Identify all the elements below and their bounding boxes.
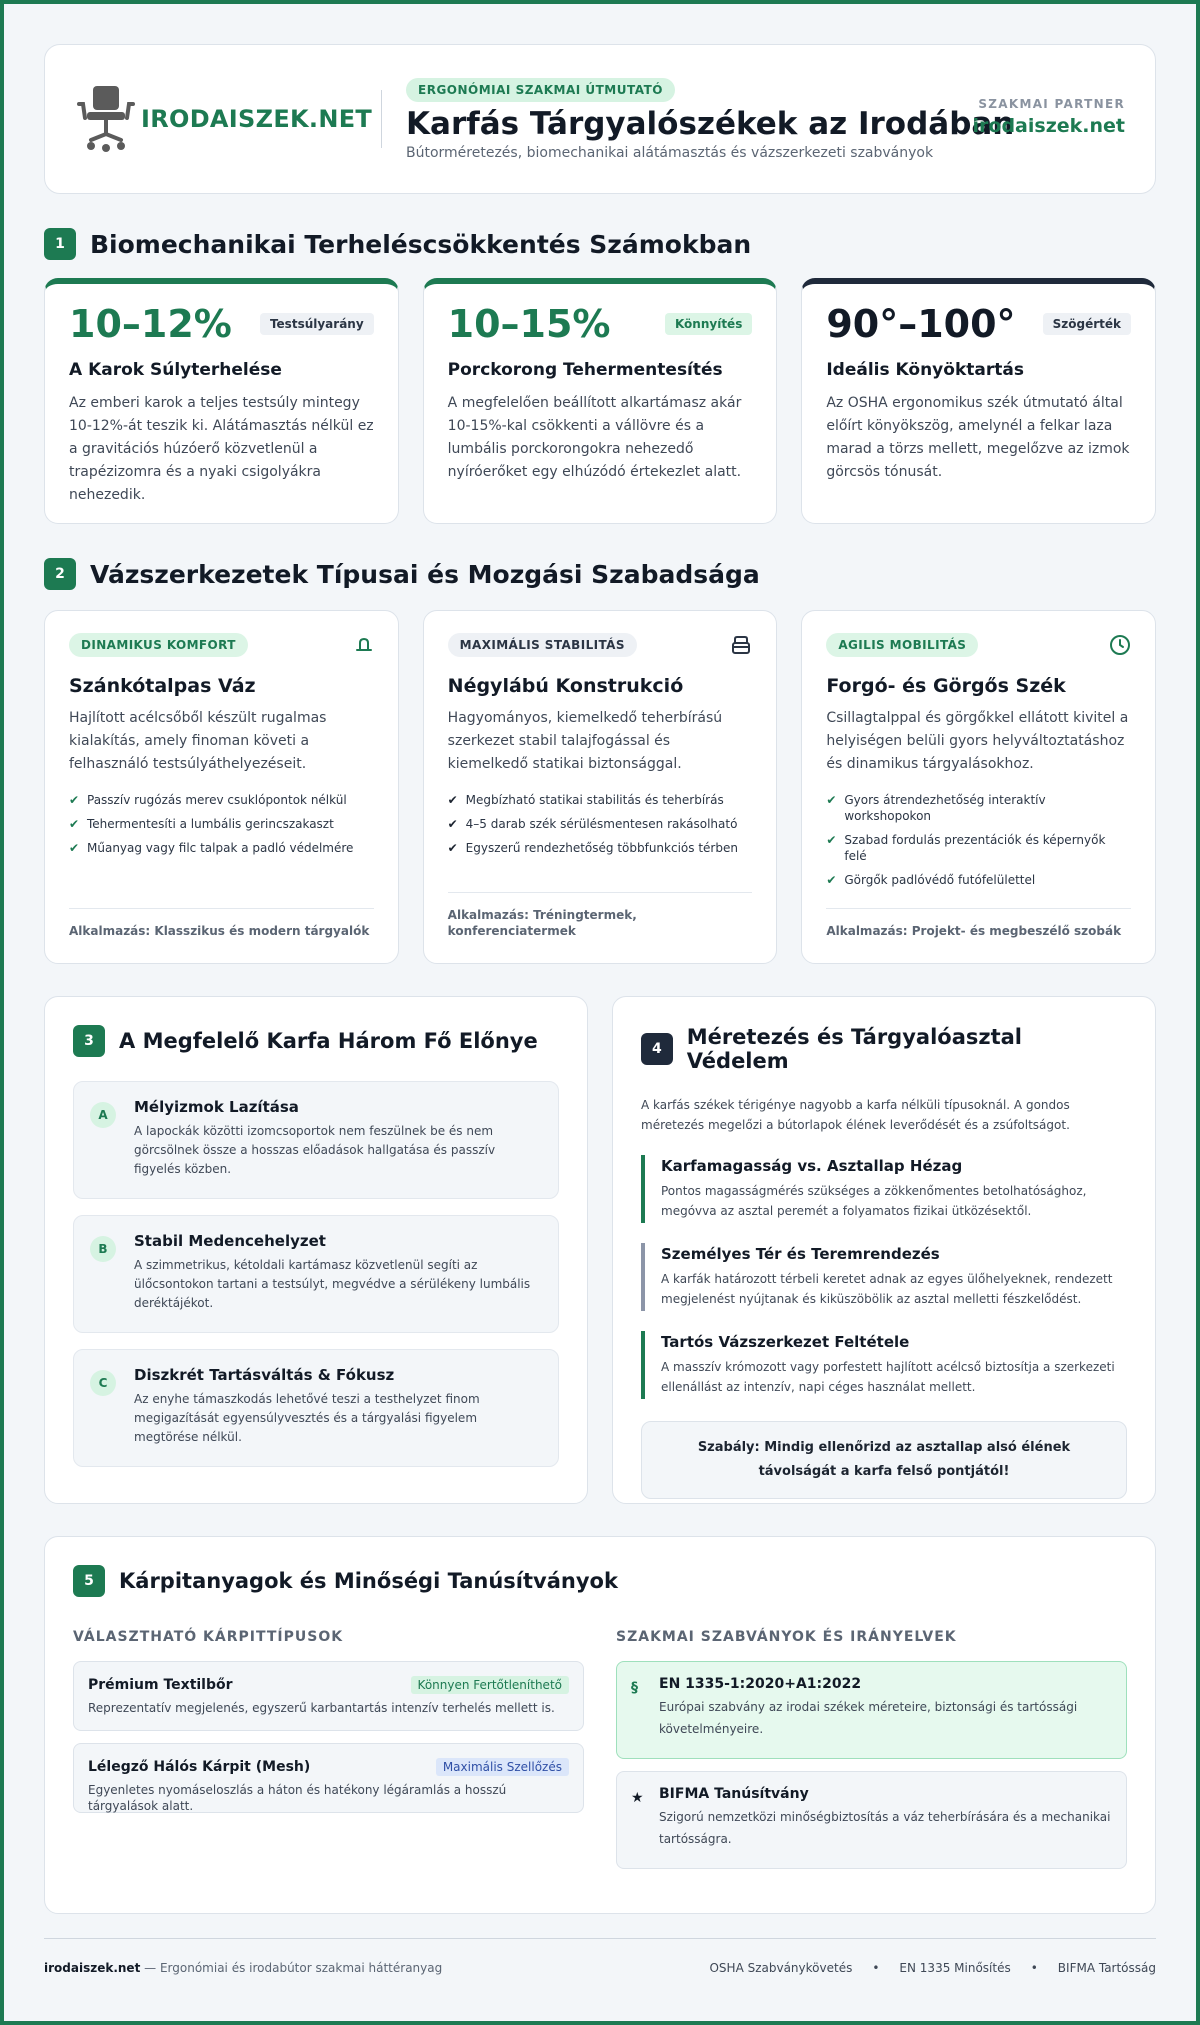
benefit-letter: B [90, 1236, 116, 1262]
footer-link[interactable]: EN 1335 Minősítés [899, 1961, 1011, 1975]
partner-link[interactable]: irodaiszek.net [972, 115, 1125, 137]
list-item: ✔ Gyors átrendezhetőség interaktív workshopokon [826, 793, 1046, 823]
section-5-heading [73, 1565, 1127, 1597]
sections-3-4 [44, 996, 1156, 1504]
sizing-rule [641, 1155, 1127, 1223]
standard-heading: EN 1335-1:2020+A1:2022 [659, 1676, 862, 1692]
column-heading: VÁLASZTHATÓ KÁRPITTÍPUSOK [73, 1629, 344, 1645]
stat-card [423, 278, 778, 524]
material-tag: Maximális Szellőzés [436, 1758, 569, 1776]
page-header [44, 44, 1156, 194]
benefit-heading: Stabil Medencehelyzet [134, 1232, 326, 1250]
benefit-text: A szimmetrikus, kétoldali kartámasz közvetlenül segíti az ülőcsontokon tartani a testsúlyt, megvédve a sérülékeny lumbális deréktájékot. [134, 1258, 531, 1310]
check-icon: ✔ [447, 793, 458, 807]
section-title: Méretezés és Tárgyalóasztal Védelem [686, 1025, 1023, 1073]
frame-footer: Alkalmazás: Tréningtermek, konferenciatermek [448, 892, 753, 939]
header-eyebrow-badge: ERGONÓMIAI SZAKMAI ÚTMUTATÓ [406, 78, 675, 102]
standard-text: Európai szabvány az irodai székek méreteire, biztonsági és tartóssági követelményeire. [659, 1700, 1078, 1736]
page-footer [44, 1938, 1156, 1975]
section-number: 2 [44, 558, 76, 590]
benefit-item [73, 1081, 559, 1199]
benefit-heading: Diszkrét Tartásváltás & Fókusz [134, 1366, 395, 1384]
page-subtitle: Bútorméretezés, biomechanikai alátámasztás és vázszerkezeti szabványok [406, 144, 934, 161]
frame-pill: DINAMIKUS KOMFORT [69, 633, 248, 657]
footer-brand[interactable]: irodaiszek.net [44, 1961, 141, 1975]
footer-link[interactable]: OSHA Szabványkövetés [709, 1961, 853, 1975]
sizing-intro: A karfás székek térigénye nagyobb a karfa nélküli típusoknál. A gondos méretezés megelőzi a bútorlapok élének leverődését és a zsúfoltságot. [641, 1098, 1070, 1132]
stat-cards [44, 278, 1156, 524]
frame-card-four-leg [423, 610, 778, 964]
material-heading: Lélegző Hálós Kárpit (Mesh) [88, 1759, 311, 1775]
rule-heading: Személyes Tér és Teremrendezés [661, 1245, 940, 1263]
page-title: Karfás Tárgyalószékek az Irodában [406, 105, 1015, 142]
stat-heading: A Karok Súlyterhelése [69, 360, 282, 380]
material-item [73, 1743, 584, 1813]
section-title: Kárpitanyagok és Minőségi Tanúsítványok [119, 1569, 618, 1593]
rule-heading: Karfamagasság vs. Asztallap Hézag [661, 1157, 963, 1175]
frame-pill: MAXIMÁLIS STABILITÁS [448, 633, 637, 657]
stat-badge: Könnyítés [665, 313, 752, 335]
check-icon: ✔ [69, 793, 80, 807]
stat-badge: Testsúlyarány [260, 313, 374, 335]
check-icon: ✔ [447, 841, 458, 855]
frame-pill: AGILIS MOBILITÁS [826, 633, 978, 657]
standards-column [616, 1629, 1127, 1869]
stat-value: 90°–100° [826, 302, 1016, 346]
material-text: Egyenletes nyomáseloszlás a háton és hatékony légáramlás a hosszú tárgyalások alatt. [88, 1783, 507, 1813]
office-chair-icon [75, 82, 139, 156]
frame-card-swivel [801, 610, 1156, 964]
rule-note: Szabály: Mindig ellenőrizd az asztallap alsó élének távolságát a karfa felső pontjától! [641, 1421, 1127, 1499]
clock-icon [1109, 634, 1131, 656]
footer-separator: • [872, 1961, 880, 1975]
benefit-text: Az enyhe támaszkodás lehetővé teszi a testhelyzet finom megigazítását egyensúlyvesztés és a tárgyalási figyelem megtörése nélkül. [134, 1392, 480, 1444]
benefits-panel [44, 996, 588, 1504]
standard-item [616, 1661, 1127, 1759]
stat-value: 10–15% [447, 302, 611, 346]
stack-icon [730, 634, 752, 656]
benefit-heading: Mélyizmok Lazítása [134, 1098, 299, 1116]
section-sign-icon: § [631, 1680, 638, 1696]
frame-footer: Alkalmazás: Projekt- és megbeszélő szobák [826, 908, 1131, 939]
standard-text: Szigorú nemzetközi minőségbiztosítás a váz teherbírására és a mechanikai tartósságra. [659, 1810, 1111, 1846]
frame-heading: Forgó- és Görgős Szék [826, 675, 1066, 697]
frame-heading: Szánkótalpas Váz [69, 675, 256, 697]
page [44, 44, 1156, 1975]
bell-icon [354, 635, 374, 655]
list-item: ✔ 4–5 darab szék sérülésmentesen rakásolható [447, 817, 738, 831]
section-title: A Megfelelő Karfa Három Fő Előnye [119, 1029, 538, 1053]
check-list [69, 792, 374, 856]
stat-text: Az OSHA ergonomikus szék útmutató által előírt könyökszög, amelynél a felkar laza marad a törzs mellett, megelőzve az izmok görcsös tónusát. [826, 395, 1130, 480]
section-title: Biomechanikai Terheléscsökkentés Számokban [90, 229, 752, 259]
material-heading: Prémium Textilbőr [88, 1677, 233, 1693]
rule-text: A masszív krómozott vagy porfestett hajlított acélcső biztosítja a szerkezeti ellenállást az intenzív, napi céges használat mellett. [661, 1360, 1115, 1394]
check-icon: ✔ [826, 833, 837, 847]
materials-column [73, 1629, 584, 1869]
footer-link[interactable]: BIFMA Tartósság [1057, 1961, 1156, 1975]
check-icon: ✔ [447, 817, 458, 831]
sizing-panel [612, 996, 1156, 1504]
sizing-rule [641, 1331, 1127, 1399]
material-tag: Könnyen Fertőtleníthető [411, 1676, 569, 1694]
section-4-heading [641, 1025, 1127, 1073]
partner-label: SZAKMAI PARTNER [978, 97, 1125, 111]
stat-heading: Ideális Könyöktartás [826, 360, 1024, 380]
section-number: 3 [73, 1025, 105, 1057]
star-icon: ★ [631, 1790, 644, 1806]
check-icon: ✔ [826, 793, 837, 807]
frame-cards [44, 610, 1156, 964]
check-icon: ✔ [69, 841, 80, 855]
materials-panel [44, 1536, 1156, 1914]
stat-heading: Porckorong Tehermentesítés [447, 360, 723, 380]
column-heading: SZAKMAI SZABVÁNYOK ÉS IRÁNYELVEK [616, 1629, 957, 1645]
list-item: ✔ Passzív rugózás merev csuklópontok nélkül [69, 793, 347, 807]
stat-badge: Szögérték [1043, 313, 1131, 335]
footer-brand-line [44, 1961, 442, 1975]
stat-card [801, 278, 1156, 524]
stat-value: 10–12% [69, 302, 232, 346]
frame-card-sled [44, 610, 399, 964]
rule-text: A karfák határozott térbeli keretet adnak az egyes ülőhelyeknek, rendezett megjelenést nyújtanak és kiküszöbölik az asztal melletti fészkelődést. [661, 1272, 1113, 1306]
benefit-letter: A [90, 1102, 116, 1128]
section-3-heading [73, 1025, 559, 1057]
logo-text: IRODAISZEK.NET [141, 105, 373, 133]
rule-heading: Tartós Vázszerkezet Feltétele [661, 1333, 910, 1351]
stat-text: A megfelelően beállított alkartámasz akár 10-15%-kal csökkenti a vállövre és a lumbális porckorongokra nehezedő nyíróerőket egy elhúzódó értekezlet alatt. [447, 395, 742, 480]
check-icon: ✔ [69, 817, 80, 831]
sizing-rule [641, 1243, 1127, 1311]
list-item: ✔ Egyszerű rendezhetőség többfunkciós térben [447, 841, 738, 855]
stat-text: Az emberi karok a teljes testsúly mintegy 10-12%-át teszik ki. Alátámasztás nélkül ez a gravitációs húzóerő közvetlenül a trapézizomra és a nyaki csigolyákra nehezedik. [69, 395, 374, 503]
standard-item [616, 1771, 1127, 1869]
frame-text: Hajlított acélcsőből készült rugalmas kialakítás, amely finoman követi a felhasználó testsúlyáthelyezéseit. [69, 710, 327, 772]
list-item: ✔ Megbízható statikai stabilitás és teherbírás [447, 793, 724, 807]
header-divider [381, 90, 382, 148]
check-list [826, 792, 1131, 888]
footer-links [709, 1961, 1156, 1975]
list-item: ✔ Görgők padlóvédő futófelülettel [826, 873, 1036, 887]
logo[interactable] [75, 82, 375, 156]
benefit-item [73, 1215, 559, 1333]
section-number: 1 [44, 228, 76, 260]
material-text: Reprezentatív megjelenés, egyszerű karbantartás intenzív terhelés mellett is. [88, 1701, 555, 1715]
stat-card [44, 278, 399, 524]
list-item: ✔ Műanyag vagy filc talpak a padló védelmére [69, 841, 354, 855]
section-2-heading [44, 558, 1156, 590]
frame-footer: Alkalmazás: Klasszikus és modern tárgyalók [69, 908, 374, 939]
check-icon: ✔ [826, 873, 837, 887]
frame-text: Csillagtalppal és görgőkkel ellátott kivitel a helyiségen belüli gyors helyváltoztatáshoz és dinamikus tárgyalásokhoz. [826, 710, 1129, 772]
footer-separator: • [1030, 1961, 1038, 1975]
section-title: Vázszerkezetek Típusai és Mozgási Szabadsága [90, 559, 760, 589]
rule-text: Pontos magasságmérés szükséges a zökkenőmentes betolhatósághoz, megóvva az asztal peremét a folyamatos fizikai ütközésektől. [661, 1184, 1087, 1218]
check-list [448, 792, 753, 856]
section-number: 4 [641, 1033, 673, 1065]
section-number: 5 [73, 1565, 105, 1597]
benefit-item [73, 1349, 559, 1467]
frame-text: Hagyományos, kiemelkedő teherbírású szerkezet stabil talajfogással és kiemelkedő statikai biztonsággal. [447, 710, 723, 772]
standard-heading: BIFMA Tanúsítvány [659, 1786, 809, 1802]
benefit-letter: C [90, 1370, 116, 1396]
footer-tagline: — Ergonómiai és irodabútor szakmai háttéranyag [144, 1961, 443, 1975]
partner-block [973, 97, 1125, 137]
material-item [73, 1661, 584, 1731]
list-item: ✔ Szabad fordulás prezentációk és képernyők felé [826, 833, 1106, 863]
list-item: ✔ Tehermentesíti a lumbális gerincszakaszt [69, 817, 334, 831]
section-1-heading [44, 228, 1156, 260]
frame-heading: Négylábú Konstrukció [447, 675, 684, 697]
benefit-text: A lapockák közötti izomcsoportok nem feszülnek be és nem görcsölnek össze a hosszas előadások hallgatása és passzív figyelés közben. [134, 1124, 496, 1176]
